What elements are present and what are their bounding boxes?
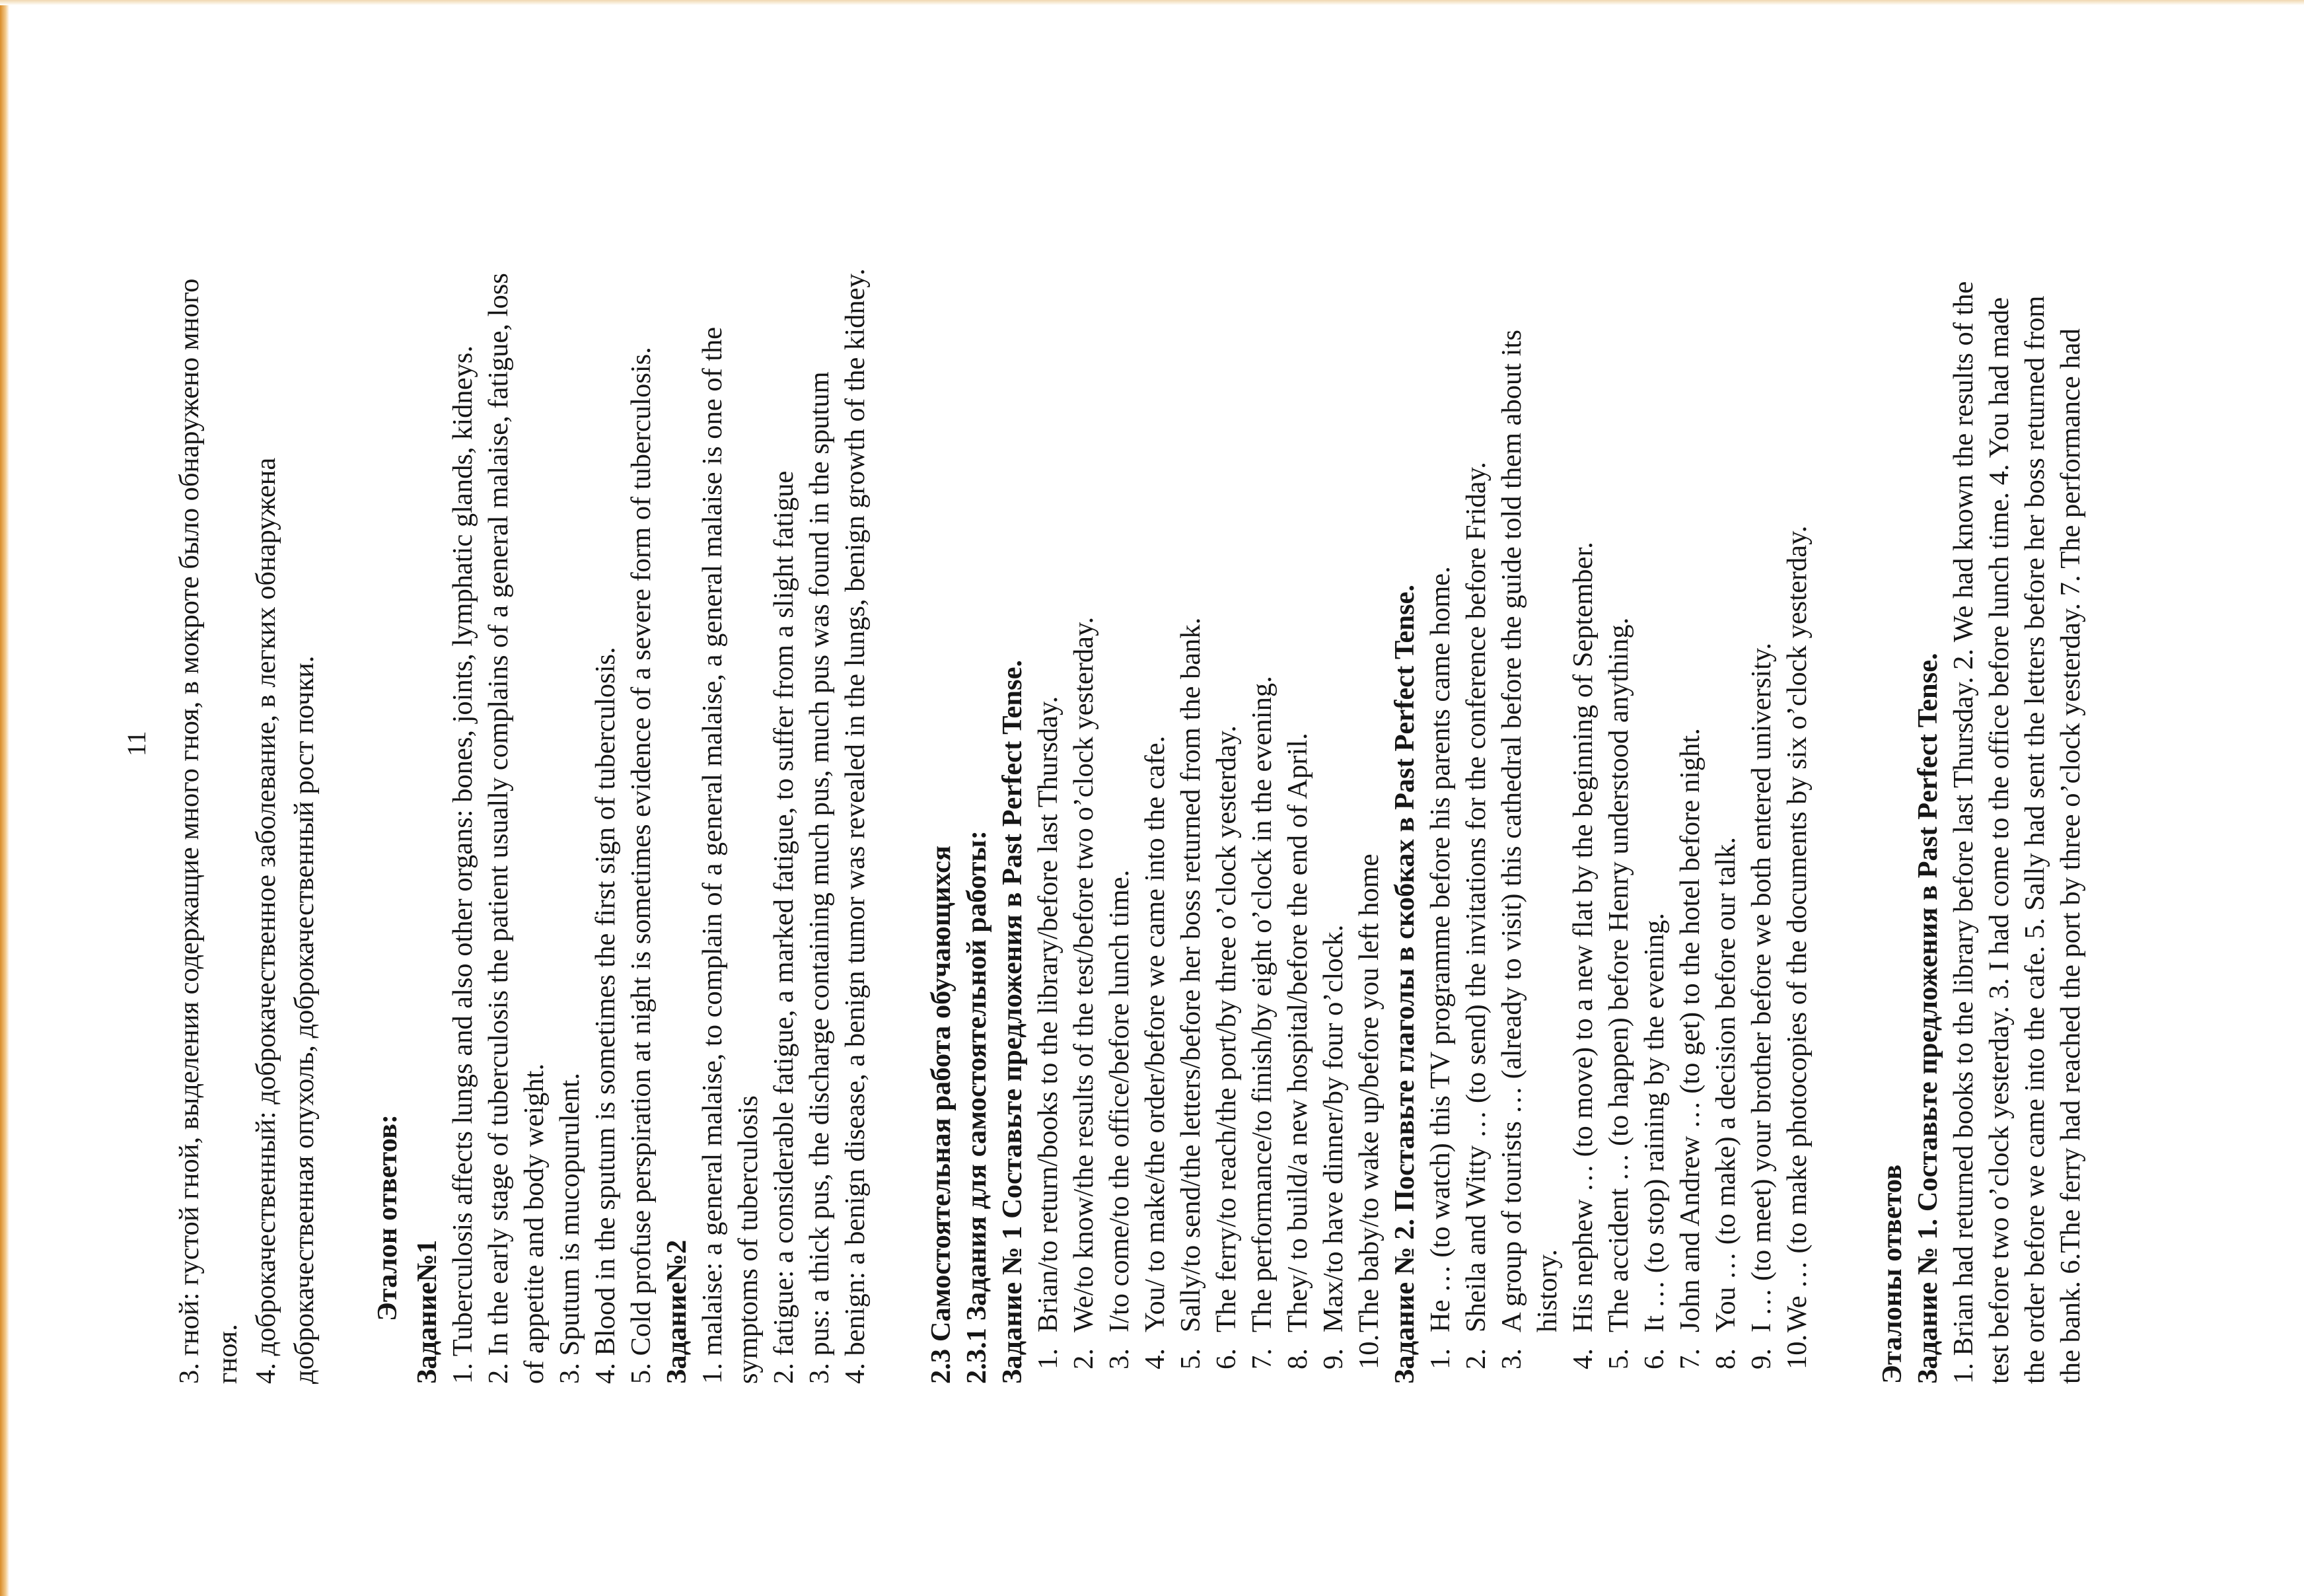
section-subheading: 2.3.1 Задания для самостоятельной работы: (961, 830, 992, 1384)
intro-line: гноя. (212, 1324, 243, 1384)
exercise1-heading: Задание № 1 Составьте предложения в Past Perfect Tense. (997, 659, 1028, 1384)
exercise2-item: 2.Sheila and Witty … (to send) the invitations for the conference before Friday. (1460, 462, 1492, 1369)
task1-line: 2. In the early stage of tuberculosis the patient usually complains of a general malaise, fatigue, loss (483, 273, 514, 1384)
task1-line: 3. Sputum is mucopurulent. (554, 1072, 585, 1384)
keys-line: the order before we came into the cafe. 5. Sally had sent the letters before her boss returned from (2019, 295, 2050, 1384)
section-heading: 2.3 Самостоятельная работа обучающихся (925, 846, 956, 1384)
page-number: 11 (122, 731, 151, 756)
exercise2-item: 9.I … (to meet) your brother before we both entered university. (1746, 642, 1777, 1369)
task1-line: of appetite and body weight. (519, 1063, 550, 1384)
exercise1-item: 8.They/ to build/a new hospital/before the end of April. (1282, 733, 1313, 1369)
exercise2-item: 5.The accident … (to happen) before Henry understood anything. (1603, 617, 1634, 1369)
task1-line: 4. Blood in the sputum is sometimes the first sign of tuberculosis. (590, 647, 621, 1384)
exercise1-item: 10.The baby/to wake up/before you left home (1353, 853, 1385, 1369)
exercise1-item: 2.We/to know/the results of the test/before two o’clock yesterday. (1068, 616, 1099, 1369)
exercise2-item: 4.His nephew … (to move) to a new flat by the beginning of September. (1567, 542, 1599, 1369)
task2-line: symptoms of tuberculosis (733, 1095, 764, 1384)
exercise2-item: 7.John and Andrew … (to get) to the hotel before night. (1674, 728, 1706, 1369)
task2-line: 2. fatigue: a considerable fatigue, a marked fatigue, to suffer from a slight fatigue (768, 470, 799, 1384)
intro-line: 3. гной: густой гной, выделения содержащие много гноя, в мокроте было обнаружено много (174, 278, 205, 1384)
exercise2-item: 6.It … (to stop) raining by the evening. (1639, 912, 1670, 1369)
exercise2-item: history. (1532, 1249, 1563, 1332)
keys-line: test before two o’clock yesterday. 3. I had come to the office before lunch time. 4. You had made (1984, 297, 2015, 1384)
exercise1-item: 7.The performance/to finish/by eight o’clock in the evening. (1246, 676, 1278, 1369)
task2-line: 4. benign: a benign disease, a benign tumor was revealed in the lungs, benign growth of the kidney. (840, 268, 871, 1384)
keys-heading: Эталоны ответов (1877, 1164, 1908, 1384)
keys-line: the bank. 6.The ferry had reached the port by three o’clock yesterday. 7. The performance had (2055, 328, 2086, 1384)
exercise2-item: 3.A group of tourists … (already to visit) this cathedral before the guide told them about its (1496, 330, 1527, 1369)
task2-heading: Задание№2 (661, 1239, 692, 1384)
intro-line: 4. доброкачественный: доброкачественное заболевание, в легких обнаружена (250, 457, 281, 1384)
exercise2-item: 10.We … (to make photocopies of the documents by six o’clock yesterday. (1782, 525, 1813, 1369)
exercise2-heading: Задание № 2. Поставьте глаголы в скобках в Past Perfect Tense. (1389, 584, 1420, 1384)
exercise1-item: 5.Sally/to send/the letters/before her boss returned from the bank. (1175, 617, 1206, 1369)
scan-top-shadow (0, 0, 2304, 5)
task1-heading: Задание№1 (412, 1239, 443, 1384)
document-page (0, 10, 2180, 1582)
task1-line: 5. Cold profuse perspiration at night is sometimes evidence of a severe form of tuberculosis. (626, 347, 657, 1384)
task2-line: 1. malaise: a general malaise, to complain of a general malaise, a general malaise is one of the (697, 326, 728, 1384)
exercise2-item: 8.You … (to make) a decision before our talk. (1710, 837, 1741, 1369)
exercise1-item: 1.Brian/to return/books to the library/before last Thursday. (1032, 696, 1063, 1369)
exercise1-item: 3.I/to come/to the office/before lunch time. (1104, 869, 1135, 1369)
exercise1-item: 4.You/ to make/the order/before we came into the cafe. (1139, 735, 1170, 1369)
answers-heading: Эталон ответов: (372, 1114, 403, 1321)
task2-line: 3. pus: a thick pus, the discharge containing much pus, much pus was found in the sputum (804, 371, 835, 1384)
intro-line: доброкачественная опухоль, доброкачественный рост почки. (289, 655, 320, 1384)
exercise2-item: 1.He … (to watch) this TV programme before his parents came home. (1425, 566, 1456, 1369)
exercise1-item: 6.The ferry/to reach/the port/by three o’clock yesterday. (1211, 725, 1242, 1369)
keys-line: 1. Brian had returned books to the library before last Thursday. 2. We had known the results of the (1948, 281, 1979, 1384)
task1-line: 1. Tuberculosis affects lungs and also other organs: bones, joints, lymphatic glands, kidneys. (447, 345, 478, 1384)
exercise1-item: 9.Max/to have dinner/by four o’clock. (1318, 924, 1349, 1369)
keys-task-heading: Задание № 1. Составьте предложения в Past Perfect Tense. (1912, 653, 1943, 1384)
